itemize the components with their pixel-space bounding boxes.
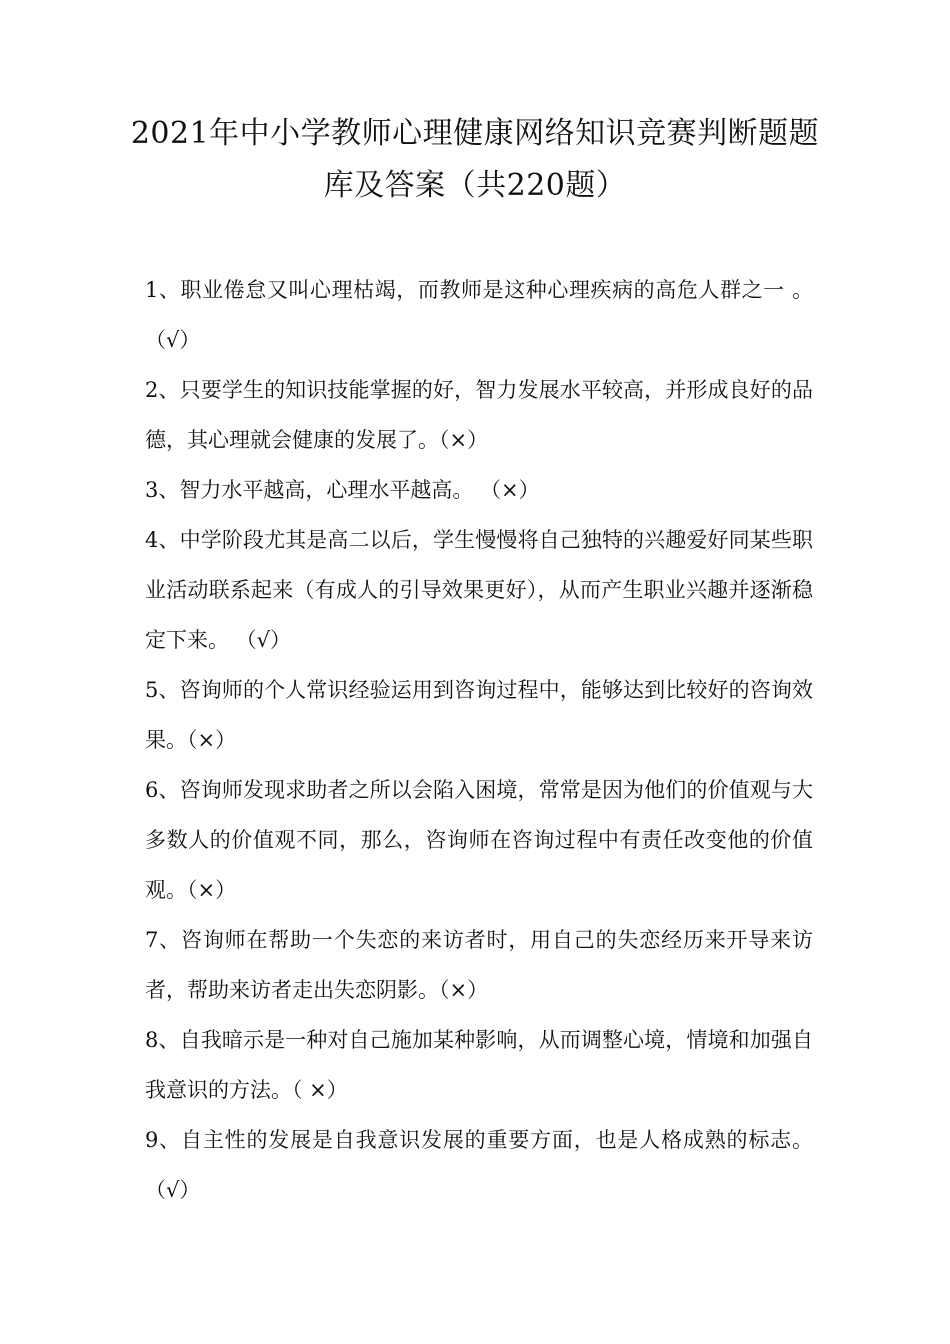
- question-item-1: 1、职业倦怠又叫心理枯竭，而教师是这种心理疾病的高危人群之一 。（√）: [145, 278, 813, 352]
- question-item-5: 5、咨询师的个人常识经验运用到咨询过程中，能够达到比较好的咨询效果。（×）: [145, 678, 813, 752]
- question-list: [145, 265, 813, 1215]
- question-item-9: 9、自主性的发展是自我意识发展的重要方面，也是人格成熟的标志。（√）: [145, 1128, 813, 1202]
- document-title: [110, 108, 840, 212]
- question-item-7: 7、咨询师在帮助一个失恋的来访者时，用自己的失恋经历来开导来访者，帮助来访者走出失恋阴影。（×）: [145, 928, 813, 1002]
- question-item-4: 4、中学阶段尤其是高二以后，学生慢慢将自己独特的兴趣爱好同某些职业活动联系起来（有成人的引导效果更好），从而产生职业兴趣并逐渐稳定下来。 （√）: [145, 528, 813, 652]
- question-item-8: 8、自我暗示是一种对自己施加某种影响，从而调整心境，情境和加强自我意识的方法。（ ×）: [145, 1028, 813, 1102]
- title-line-1: 2021年中小学教师心理健康网络知识竞赛判断题题: [130, 116, 820, 151]
- question-item-2: 2、只要学生的知识技能掌握的好，智力发展水平较高，并形成良好的品德，其心理就会健康的发展了。（×）: [145, 378, 813, 452]
- title-line-2: 库及答案（共220题）: [323, 168, 627, 203]
- question-item-3: 3、智力水平越高，心理水平越高。 （×）: [145, 478, 540, 502]
- question-item-6: 6、咨询师发现求助者之所以会陷入困境，常常是因为他们的价值观与大多数人的价值观不同，那么，咨询师在咨询过程中有责任改变他的价值观。（×）: [145, 778, 813, 902]
